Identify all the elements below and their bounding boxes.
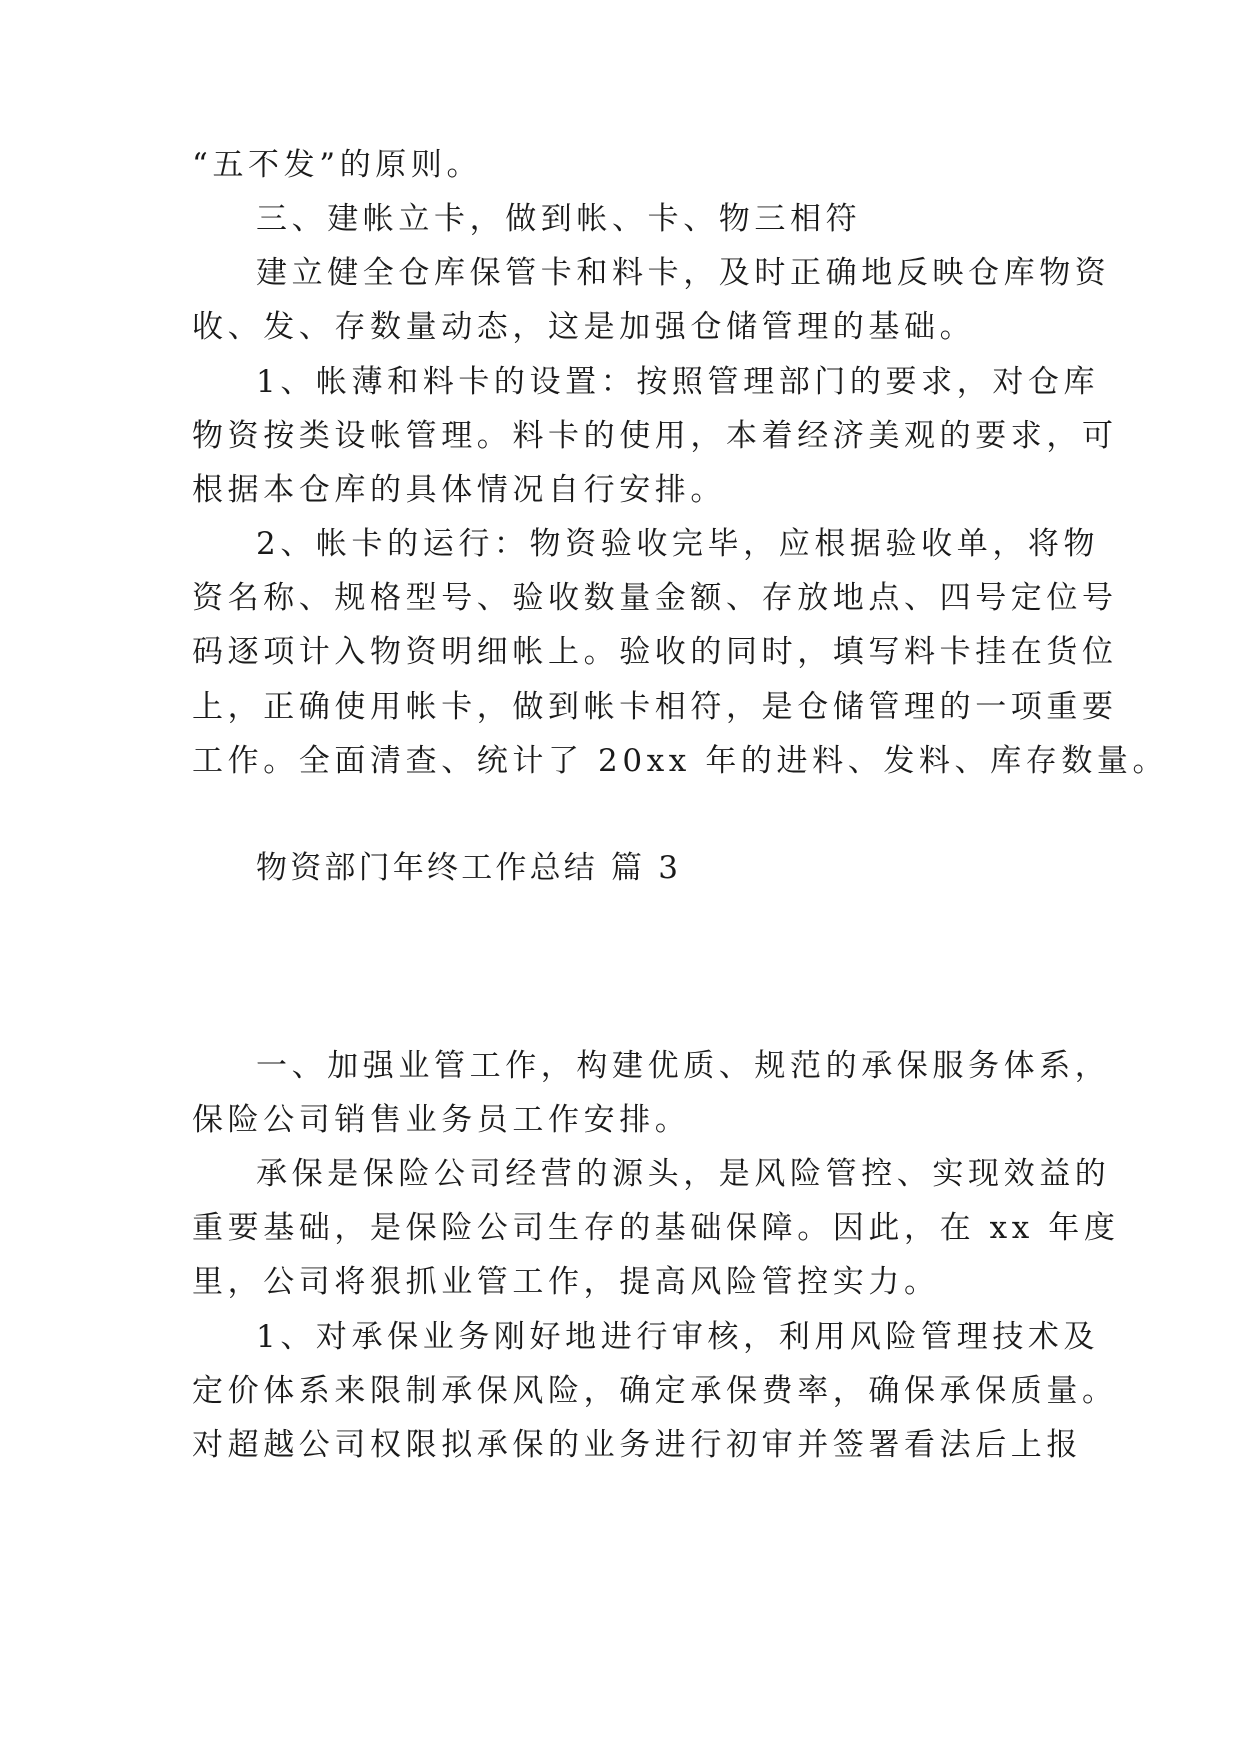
text-line: 里，公司将狠抓业管工作，提高风险管控实力。	[192, 1264, 940, 1300]
text-line: 建立健全仓库保管卡和料卡，及时正确地反映仓库物资	[256, 255, 1111, 291]
text-line: 1、对承保业务刚好地进行审核，利用风险管理技术及	[256, 1319, 1100, 1355]
text-line: 保险公司销售业务员工作安排。	[192, 1102, 691, 1138]
article-title: 物资部门年终工作总结 篇 3	[256, 850, 682, 886]
text-line: 重要基础，是保险公司生存的基础保障。因此，在 xx 年度	[192, 1210, 1120, 1246]
text-line: 1、帐薄和料卡的设置：按照管理部门的要求，对仓库	[256, 364, 1100, 400]
text-line: 承保是保险公司经营的源头，是风险管控、实现效益的	[256, 1156, 1111, 1192]
text-line: 根据本仓库的具体情况自行安排。	[192, 472, 726, 508]
text-line: 上，正确使用帐卡，做到帐卡相符，是仓储管理的一项重要	[192, 689, 1118, 725]
section-heading: 三、建帐立卡，做到帐、卡、物三相符	[256, 201, 862, 237]
text-line: 码逐项计入物资明细帐上。验收的同时，填写料卡挂在货位	[192, 634, 1118, 670]
text-line: 对超越公司权限拟承保的业务进行初审并签署看法后上报	[192, 1427, 1082, 1463]
text-line: 2、帐卡的运行：物资验收完毕，应根据验收单，将物	[256, 526, 1100, 562]
text-line: 收、发、存数量动态，这是加强仓储管理的基础。	[192, 309, 976, 345]
section-heading: 一、加强业管工作，构建优质、规范的承保服务体系，	[256, 1048, 1111, 1084]
text-line: 资名称、规格型号、验收数量金额、存放地点、四号定位号	[192, 580, 1118, 616]
text-line: 物资按类设帐管理。料卡的使用，本着经济美观的要求，可	[192, 418, 1118, 454]
text-line: 工作。全面清查、统计了 20xx 年的进料、发料、库存数量。	[192, 743, 1169, 779]
text-line: “五不发”的原则。	[192, 147, 483, 183]
text-line: 定价体系来限制承保风险，确定承保费率，确保承保质量。	[192, 1373, 1118, 1409]
